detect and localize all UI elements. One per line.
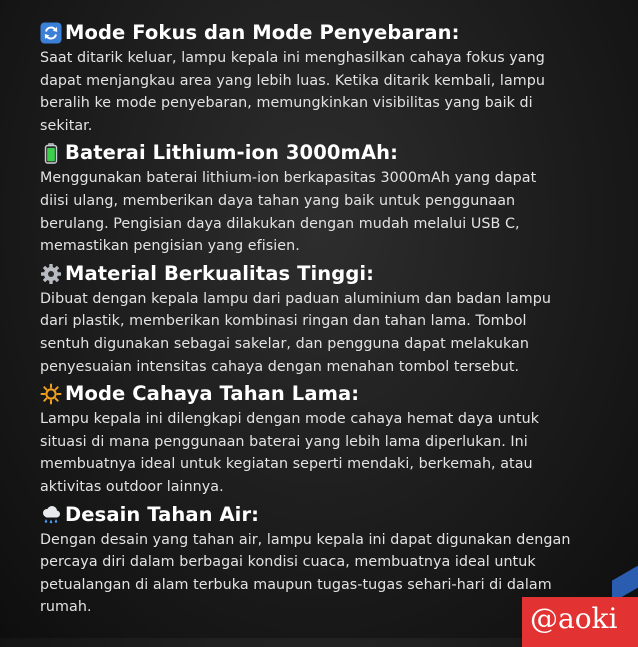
section-body: Dengan desain yang tahan air, lampu kepala ini dapat digunakan dengan percaya diri dalam berbagai kondisi cuaca, membuatnya ideal untuk petualangan di alam terbuka maupun tugas-tugas sehari-hari di dalam rumah. bbox=[40, 531, 571, 616]
section-battery bbox=[40, 139, 630, 257]
section-body: Lampu kepala ini dilengkapi dengan mode cahaya hemat daya untuk situasi di mana penggunaan baterai yang lebih lama diperlukan. Ini membuatnya ideal untuk kegiatan seperti mendaki, berkemah, atau aktivitas outdoor lainnya. bbox=[40, 411, 540, 495]
section-body: Dibuat dengan kepala lampu dari paduan aluminium dan badan lampu dari plastik, memberikan kombinasi ringan dan tahan lama. Tombol sentuh digunakan sebagai sakelar, dan pengguna dapat melakukan penyesuaian intensitas cahaya dengan menahan tombol tersebut. bbox=[40, 290, 551, 375]
section-heading bbox=[40, 19, 630, 47]
gear-icon bbox=[40, 263, 62, 285]
section-title: Material Berkualitas Tinggi: bbox=[65, 261, 375, 285]
sun-icon bbox=[40, 383, 62, 405]
section-heading bbox=[40, 260, 630, 288]
section-heading bbox=[40, 139, 630, 167]
section-title: Mode Fokus dan Mode Penyebaran: bbox=[65, 21, 460, 44]
rain-cloud-icon bbox=[40, 504, 62, 526]
section-title: Mode Cahaya Tahan Lama: bbox=[65, 382, 360, 406]
section-title: Baterai Lithium-ion 3000mAh: bbox=[65, 141, 399, 165]
section-material bbox=[40, 260, 630, 378]
battery-icon bbox=[40, 142, 62, 164]
section-body: Saat ditarik keluar, lampu kepala ini menghasilkan cahaya fokus yang dapat menjangkau area yang lebih luas. Ketika ditarik kembali, lampu beralih ke mode penyebaran, memungkinkan visibilitas yang baik di sekitar. bbox=[40, 50, 545, 134]
arrows-cycle-icon bbox=[40, 22, 62, 44]
section-long-light bbox=[40, 380, 630, 498]
section-heading bbox=[40, 380, 630, 408]
section-heading bbox=[40, 501, 630, 529]
feature-list bbox=[40, 19, 630, 621]
watermark-label: @aoki bbox=[522, 597, 638, 647]
section-body: Menggunakan baterai lithium-ion berkapasitas 3000mAh yang dapat diisi ulang, memberikan daya tahan yang baik untuk penggunaan berulang. Pengisian daya dilakukan dengan mudah melalui USB C, memastikan pengisian yang efisien. bbox=[40, 170, 537, 255]
section-focus-mode bbox=[40, 19, 630, 137]
section-title: Desain Tahan Air: bbox=[65, 502, 260, 526]
